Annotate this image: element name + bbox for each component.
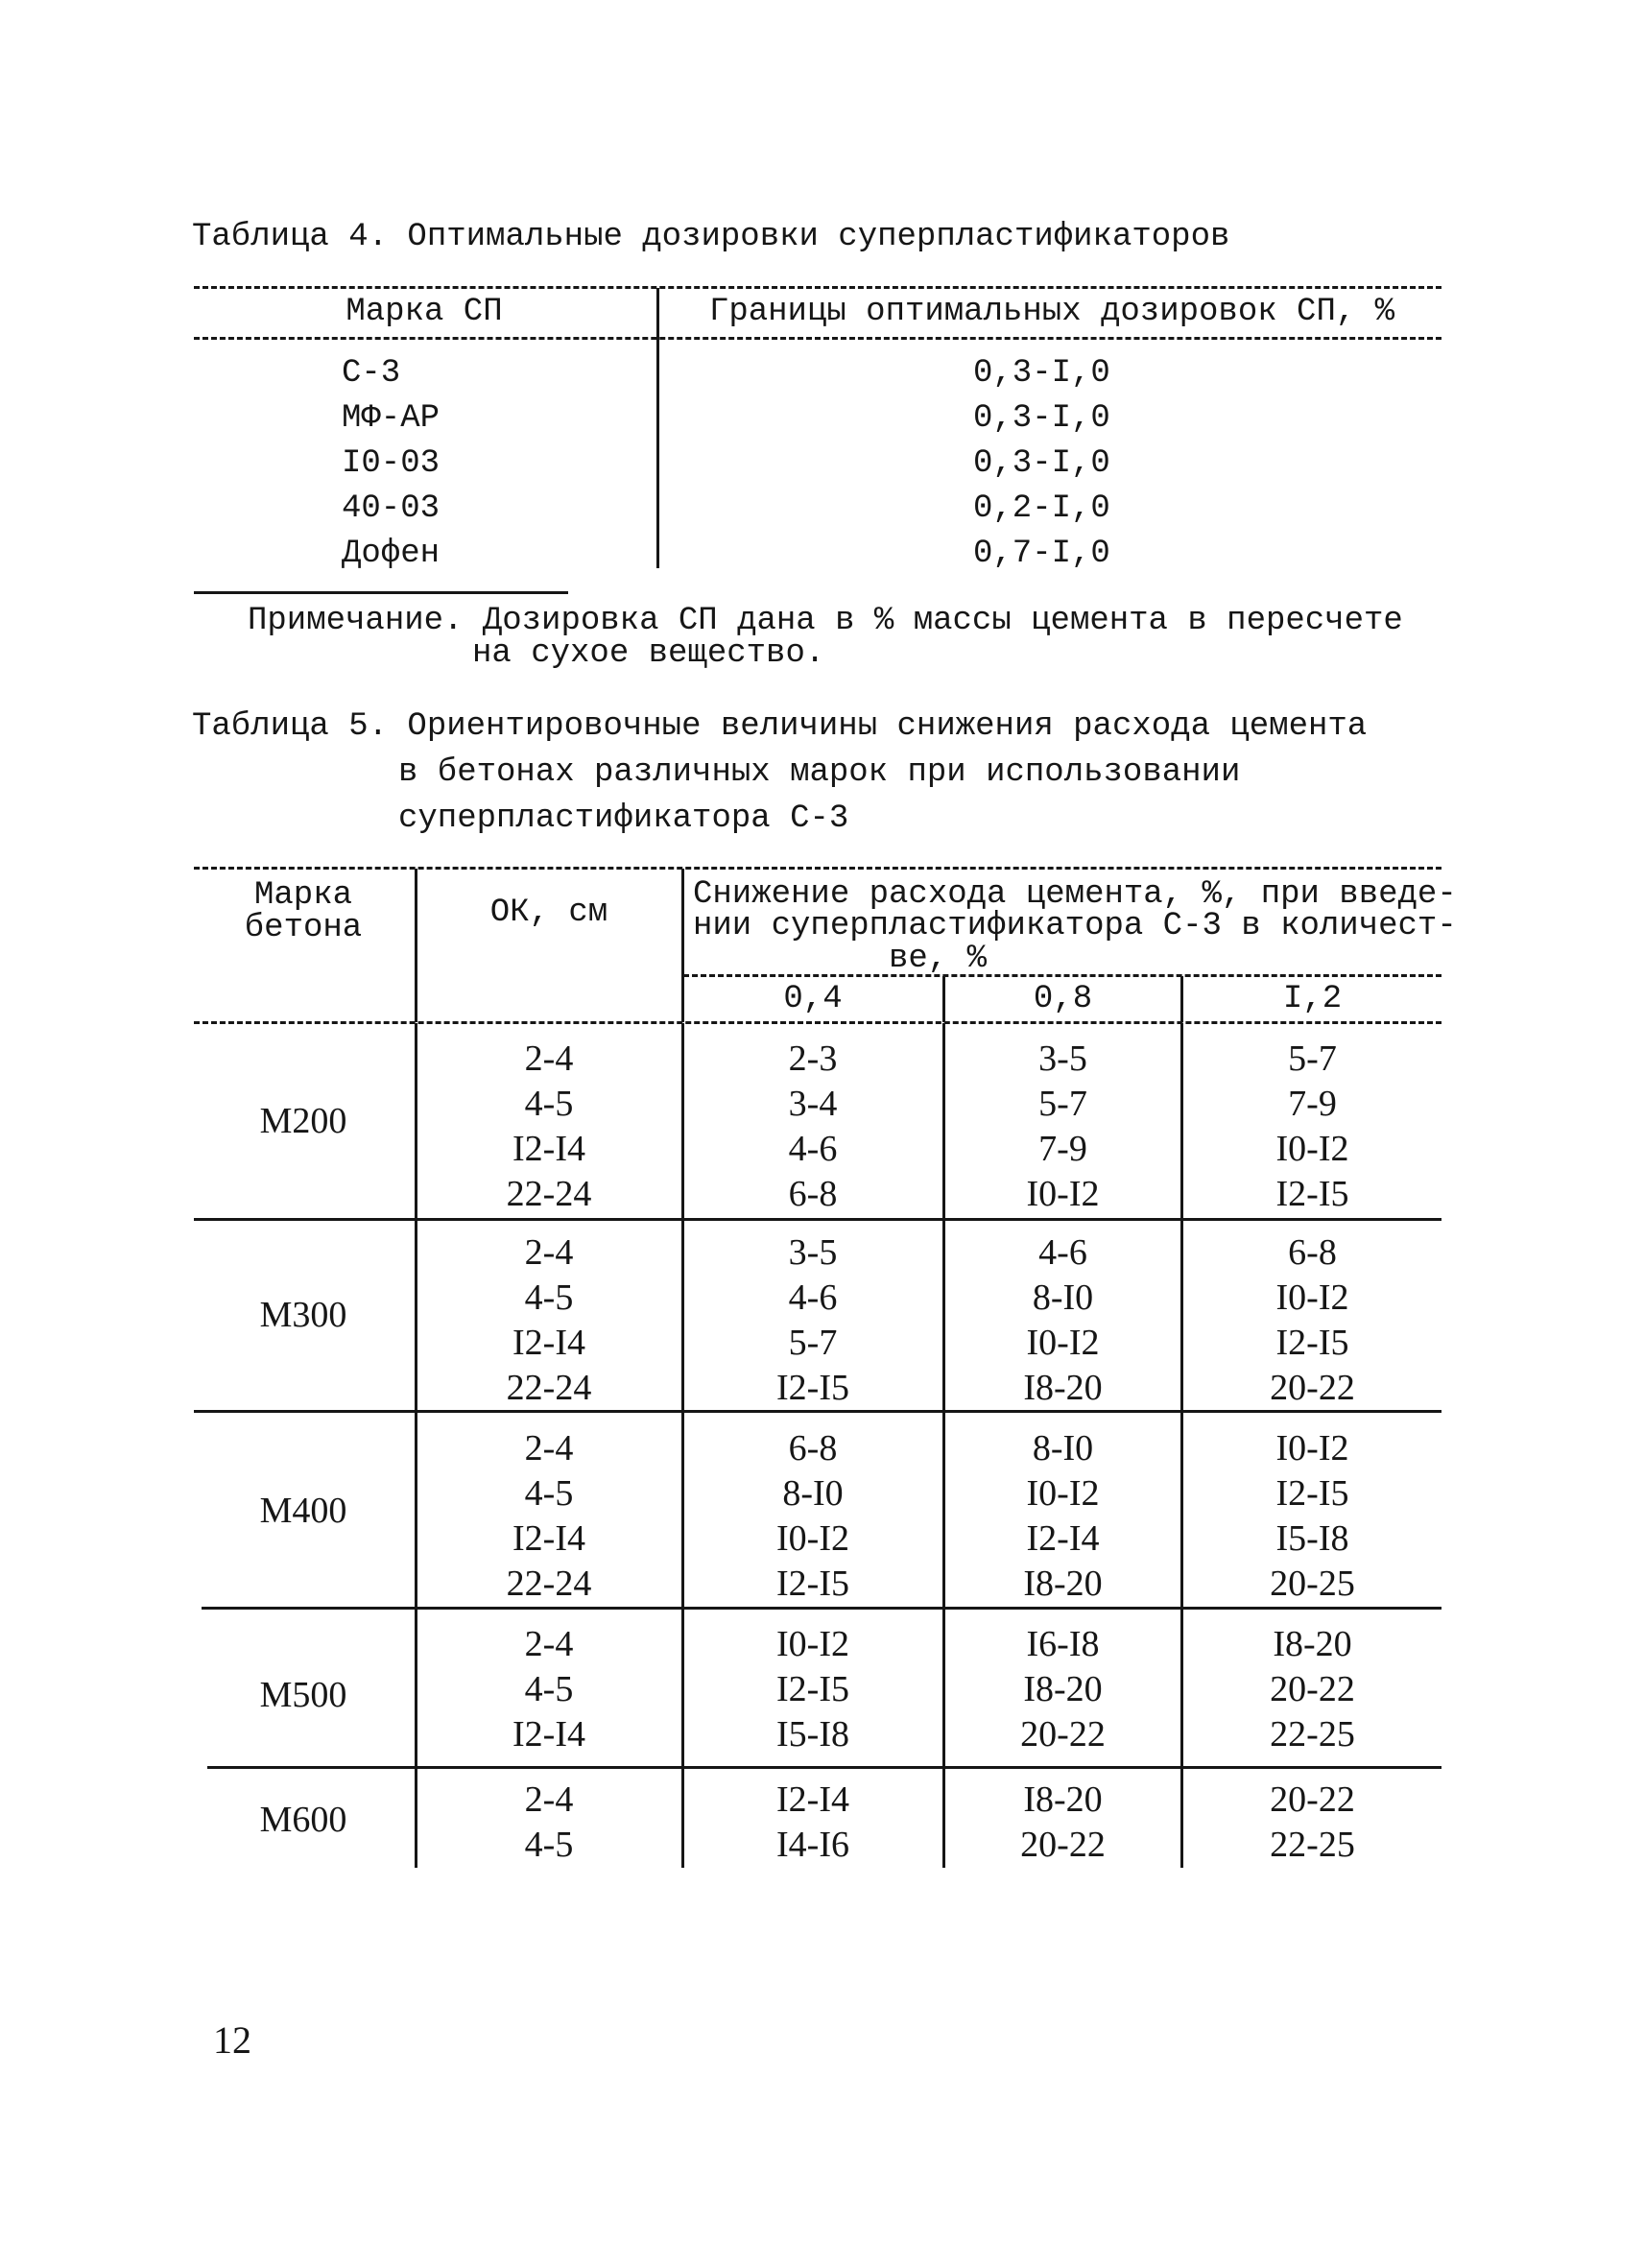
table5-cell: 5-7	[1038, 1084, 1087, 1124]
dose-12-values	[1183, 1426, 1441, 1607]
table5-header-reduction-line2: нии суперпластификатора С-3 в количест-	[693, 908, 1457, 944]
table5-cell: 7-9	[1038, 1129, 1087, 1169]
table5-cell: 22-24	[506, 1174, 592, 1214]
table5-cell: I8-20	[1023, 1368, 1103, 1408]
table5-cell: 6-8	[1288, 1232, 1337, 1273]
table5-cell: I0-I2	[776, 1624, 849, 1664]
table5-cell: 22-25	[1270, 1714, 1355, 1755]
table5-subheader-rule	[683, 974, 1441, 977]
table5-cell: I0-I2	[1026, 1473, 1100, 1514]
table4-header-rule	[194, 337, 1441, 340]
table5-header-reduction-line3: ве, %	[889, 941, 988, 977]
table4-dosage-column	[973, 351, 1110, 577]
dose-04-values	[683, 1778, 942, 1868]
table5-cell: I0-I2	[776, 1518, 849, 1559]
dose-08-values	[945, 1037, 1180, 1217]
ok-values	[418, 1426, 679, 1607]
table5-cell: 8-I0	[782, 1473, 844, 1514]
table5-header-reduction	[693, 876, 1457, 944]
table5-cell: 22-25	[1270, 1825, 1355, 1865]
table5-cell: I2-I5	[1275, 1323, 1349, 1363]
table5-cell: 3-5	[1038, 1039, 1087, 1079]
ok-values	[418, 1622, 679, 1757]
dose-12-values	[1183, 1230, 1441, 1411]
table5-cell: 4-5	[524, 1825, 574, 1865]
table5-cell: 5-7	[788, 1323, 838, 1363]
table5-group-rule	[207, 1766, 1441, 1769]
table5-cell: I2-I5	[776, 1368, 849, 1408]
table5-header-grade-line1: Марка	[253, 877, 353, 914]
table5-cell: I0-I2	[1275, 1428, 1349, 1468]
table5-cell: 20-22	[1020, 1714, 1106, 1755]
table5-cell: 2-4	[524, 1624, 574, 1664]
table5-divider-grade-ok	[415, 869, 417, 1022]
table5-cell: I2-I5	[776, 1564, 849, 1604]
dose-08-values	[945, 1426, 1180, 1607]
table5-cell: I4-I6	[776, 1825, 849, 1865]
table5-cell: 22-24	[506, 1368, 592, 1408]
dose-04-values	[683, 1426, 942, 1607]
table5-cell: 2-4	[524, 1232, 574, 1273]
table4-row-dosage: 0,3-I,0	[973, 400, 1110, 437]
table5-cell: 8-I0	[1032, 1277, 1094, 1318]
table5-header-ok: ОК, см	[489, 895, 608, 931]
table5-cell: 4-6	[788, 1277, 838, 1318]
grade-label: М600	[259, 1800, 347, 1840]
table5-group-rule	[202, 1607, 1441, 1610]
table5-cell: I8-20	[1023, 1669, 1103, 1709]
table4-caption: Таблица 4. Оптимальные дозировки суперпластификаторов	[192, 219, 1230, 255]
table5-cell: I8-20	[1273, 1624, 1352, 1664]
dose-08-values	[945, 1778, 1180, 1868]
grade-label: М400	[259, 1491, 347, 1531]
table4-note-line2: на сухое вещество.	[472, 635, 825, 672]
table4-note-line1: Примечание. Дозировка СП дана в % массы цемента в пересчете	[248, 603, 1403, 639]
table5-cell: I8-20	[1023, 1564, 1103, 1604]
ok-values	[418, 1778, 679, 1868]
table5-cell: 20-22	[1270, 1669, 1355, 1709]
table5-header-bottom-rule	[194, 1021, 1441, 1024]
table5-cell: 22-24	[506, 1564, 592, 1604]
table5-cell: I0-I2	[1275, 1277, 1349, 1318]
ok-values	[418, 1037, 679, 1217]
dose-04-values	[683, 1622, 942, 1757]
grade-label: М500	[259, 1675, 347, 1715]
table5-cell: 4-6	[788, 1129, 838, 1169]
table5-subheader-dose: I,2	[1282, 981, 1343, 1017]
table5-cell: I2-I5	[776, 1669, 849, 1709]
table5-cell: I5-I8	[1275, 1518, 1349, 1559]
table5-cell: I2-I5	[1275, 1174, 1349, 1214]
dose-04-values	[683, 1230, 942, 1411]
table5-cell: 20-22	[1020, 1825, 1106, 1865]
table5-cell: 2-4	[524, 1779, 574, 1820]
table5-cell: I0-I2	[1026, 1174, 1100, 1214]
table5-cell: 2-4	[524, 1039, 574, 1079]
table4-row-dosage: 0,3-I,0	[973, 355, 1110, 392]
table5-header-reduction-line1: Снижение расхода цемента, %, при введе-	[693, 876, 1457, 913]
table5-cell: 4-6	[1038, 1232, 1087, 1273]
table5-cell: 8-I0	[1032, 1428, 1094, 1468]
table5-cell: 20-22	[1270, 1779, 1355, 1820]
dose-08-values	[945, 1230, 1180, 1411]
table5-cell: 4-5	[524, 1084, 574, 1124]
table5-cell: 4-5	[524, 1669, 574, 1709]
table5-cell: I2-I4	[776, 1779, 849, 1820]
table5-cell: 20-25	[1270, 1564, 1355, 1604]
table5-cell: I2-I4	[512, 1714, 585, 1755]
table4-top-rule	[194, 286, 1441, 289]
dose-04-values	[683, 1037, 942, 1217]
dose-08-values	[945, 1622, 1180, 1757]
dose-12-values	[1183, 1622, 1441, 1757]
table5-cell: I0-I2	[1026, 1323, 1100, 1363]
table5-cell: I2-I4	[512, 1518, 585, 1559]
grade-label: М300	[259, 1295, 347, 1335]
table5-caption-line2: в бетонах различных марок при использовании	[398, 754, 1241, 791]
table5-cell: 2-3	[788, 1039, 838, 1079]
dose-12-values	[1183, 1037, 1441, 1217]
table4-row-brand: 40-03	[342, 490, 441, 527]
table5-top-rule	[194, 867, 1441, 870]
table5-subheader-dose: 0,4	[783, 981, 843, 1017]
table4-row-dosage: 0,3-I,0	[973, 445, 1110, 482]
table4-column-divider	[656, 288, 659, 568]
table5-header-grade	[194, 879, 413, 944]
table5-cell: I5-I8	[776, 1714, 849, 1755]
table4-row-dosage: 0,7-I,0	[973, 536, 1110, 572]
table5-cell: I8-20	[1023, 1779, 1103, 1820]
page-number: 12	[213, 2018, 251, 2062]
table4-row-dosage: 0,2-I,0	[973, 490, 1110, 527]
table4-row-brand: МФ-АР	[342, 400, 441, 437]
table4-row-brand: Дофен	[342, 536, 441, 572]
table5-cell: 3-4	[788, 1084, 838, 1124]
grade-label: М200	[259, 1101, 347, 1141]
table5-cell: I2-I5	[1275, 1473, 1349, 1514]
table5-header-grade-line2: бетона	[244, 910, 363, 946]
table5-subheader-dose: 0,8	[1033, 981, 1093, 1017]
table4-bottom-rule	[194, 591, 568, 594]
table5-cell: I6-I8	[1026, 1624, 1100, 1664]
table5-cell: 4-5	[524, 1277, 574, 1318]
table5-cell: 20-22	[1270, 1368, 1355, 1408]
table4-header-dosage: Границы оптимальных дозировок СП, %	[708, 294, 1395, 330]
table5-caption-line3: суперпластификатора С-3	[398, 800, 849, 837]
table5-caption-line1: Таблица 5. Ориентировочные величины снижения расхода цемента	[192, 708, 1368, 745]
table5-cell: I2-I4	[512, 1129, 585, 1169]
table5-cell: 3-5	[788, 1232, 838, 1273]
table5-group-rule	[194, 1218, 1441, 1221]
table4-row-brand: I0-03	[342, 445, 441, 482]
table5-cell: 6-8	[788, 1174, 838, 1214]
dose-12-values	[1183, 1778, 1441, 1868]
table5-cell: 5-7	[1288, 1039, 1337, 1079]
table5-cell: I2-I4	[1026, 1518, 1100, 1559]
table5-cell: I0-I2	[1275, 1129, 1349, 1169]
table5-cell: I2-I4	[512, 1323, 585, 1363]
table5-cell: 2-4	[524, 1428, 574, 1468]
table5-cell: 7-9	[1288, 1084, 1337, 1124]
table4-header-brand: Марка СП	[345, 294, 503, 330]
table5-cell: 6-8	[788, 1428, 838, 1468]
ok-values	[418, 1230, 679, 1411]
table4-brand-column	[342, 351, 440, 577]
table5-cell: 4-5	[524, 1473, 574, 1514]
table4-row-brand: С-3	[342, 355, 401, 392]
table5-body-divider-1	[415, 1023, 417, 1868]
